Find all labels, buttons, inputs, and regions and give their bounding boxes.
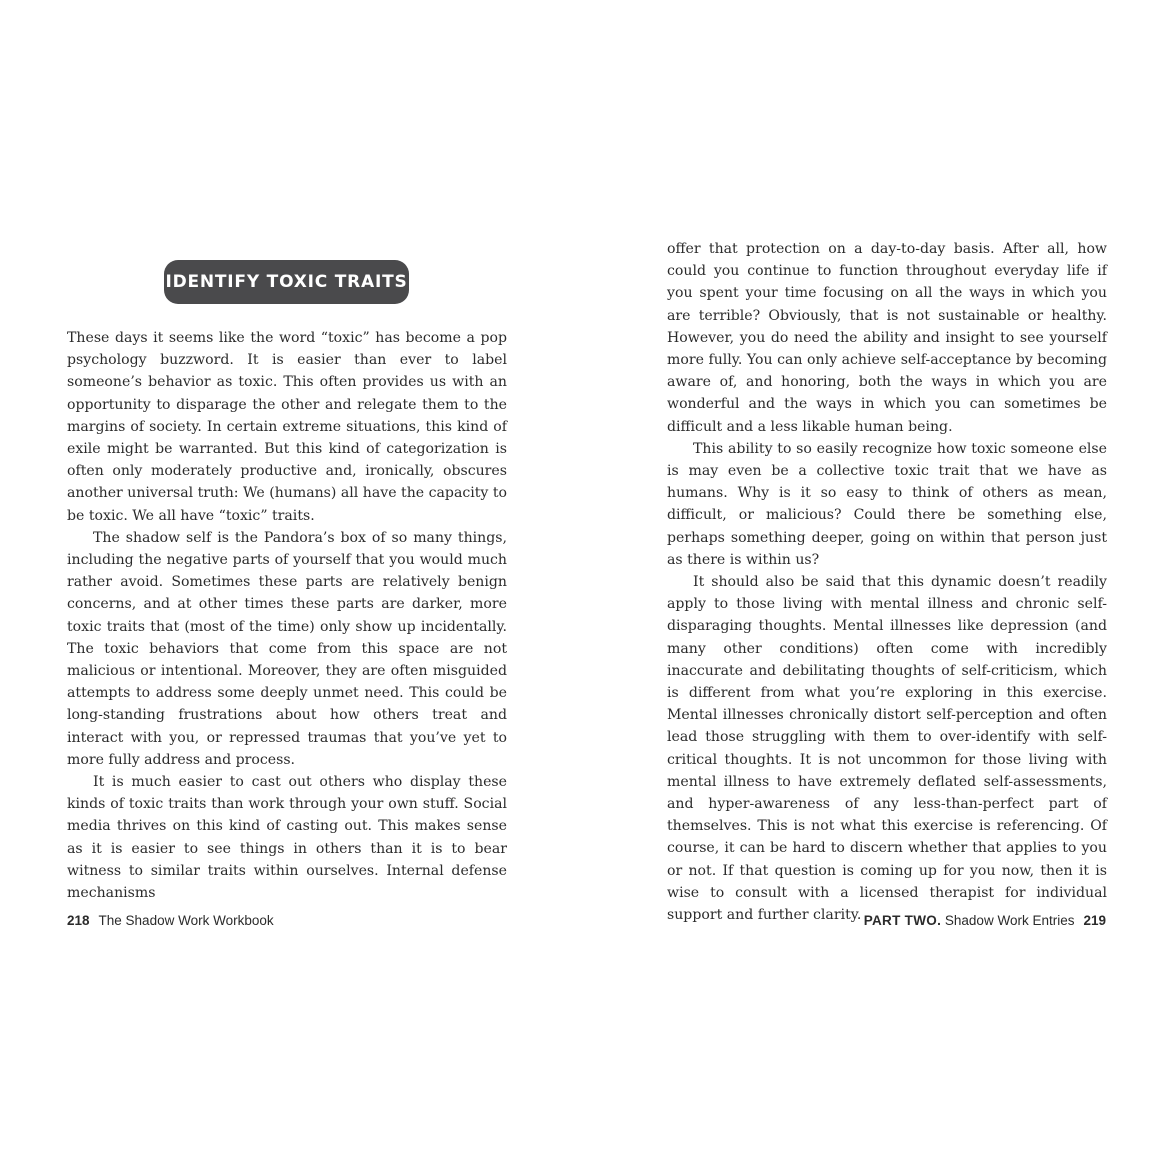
right-text-column [667,238,1107,926]
section-heading: IDENTIFY TOXIC TRAITS [164,260,409,304]
page-number: 219 [1083,913,1106,928]
running-title: The Shadow Work Workbook [98,913,274,928]
right-footer [864,913,1106,928]
right-page [586,0,1173,1173]
left-footer [67,913,274,928]
page-number: 218 [67,913,90,928]
paragraph: These days it seems like the word “toxic” has become a pop psychology buzzword. It is easier than ever to label someone’s behavior as toxic. This often provides us with an opportunity to disparage the other and relegate them to the margins of society. In certain extreme situations, this kind of exile might be warranted. But this kind of categorization is often only moderately productive and, ironically, obscures another universal truth: We (humans) all have the capacity to be toxic. We all have “toxic” traits. [67,330,507,524]
paragraph: It should also be said that this dynamic doesn’t readily apply to those living with mental illness and chronic self-disparaging thoughts. Mental illnesses like depression (and many other conditions) often come with incredibly inaccurate and debilitating thoughts of self-criticism, which is different from what you’re exploring in this exercise. Mental illnesses chronically distort self-perception and often lead those struggling with them to over-identify with self-critical thoughts. It is not uncommon for those living with mental illness to have extremely deflated self-assessments, and hyper-awareness of any less-than-perfect part of themselves. This is not what this exercise is referencing. Of course, it can be hard to discern whether that applies to you or not. If that question is coming up for you now, then it is wise to consult with a licensed therapist for individual support and further clarity. [667,574,1107,924]
running-title: Shadow Work Entries [944,913,1075,928]
left-text-column [67,327,507,904]
paragraph: It is much easier to cast out others who display these kinds of toxic traits than work through your own stuff. Social media thrives on this kind of casting out. This makes sense as it is easier to see things in others than it is to bear witness to similar traits within ourselves. Internal defense mechanisms [67,774,507,902]
paragraph: offer that protection on a day-to-day basis. After all, how could you continue to function throughout everyday life if you spent your time focusing on all the ways in which you are terrible? Obviously, that is not sustainable or healthy. However, you do need the ability and insight to see yourself more fully. You can only achieve self-acceptance by becoming aware of, and honoring, both the ways in which you are wonderful and the ways in which you can sometimes be difficult and a less likable human being. [667,241,1107,435]
part-label: PART TWO. [863,913,942,928]
left-page [0,0,586,1173]
paragraph: The shadow self is the Pandora’s box of so many things, including the negative parts of yourself that you would much rather avoid. Sometimes these parts are relatively benign concerns, and at other times these parts are darker, more toxic traits that (most of the time) only show up incidentally. The toxic behaviors that come from this space are not malicious or intentional. Moreover, they are often misguided attempts to address some deeply unmet need. This could be long-standing frustrations about how others treat and interact with you, or repressed traumas that you’ve yet to more fully address and process. [67,529,507,768]
paragraph: This ability to so easily recognize how toxic someone else is may even be a collective toxic trait that we have as humans. Why is it so easy to think of others as mean, difficult, or malicious? Could there be something else, perhaps something deeper, going on within that person just as there is within us? [667,440,1107,568]
